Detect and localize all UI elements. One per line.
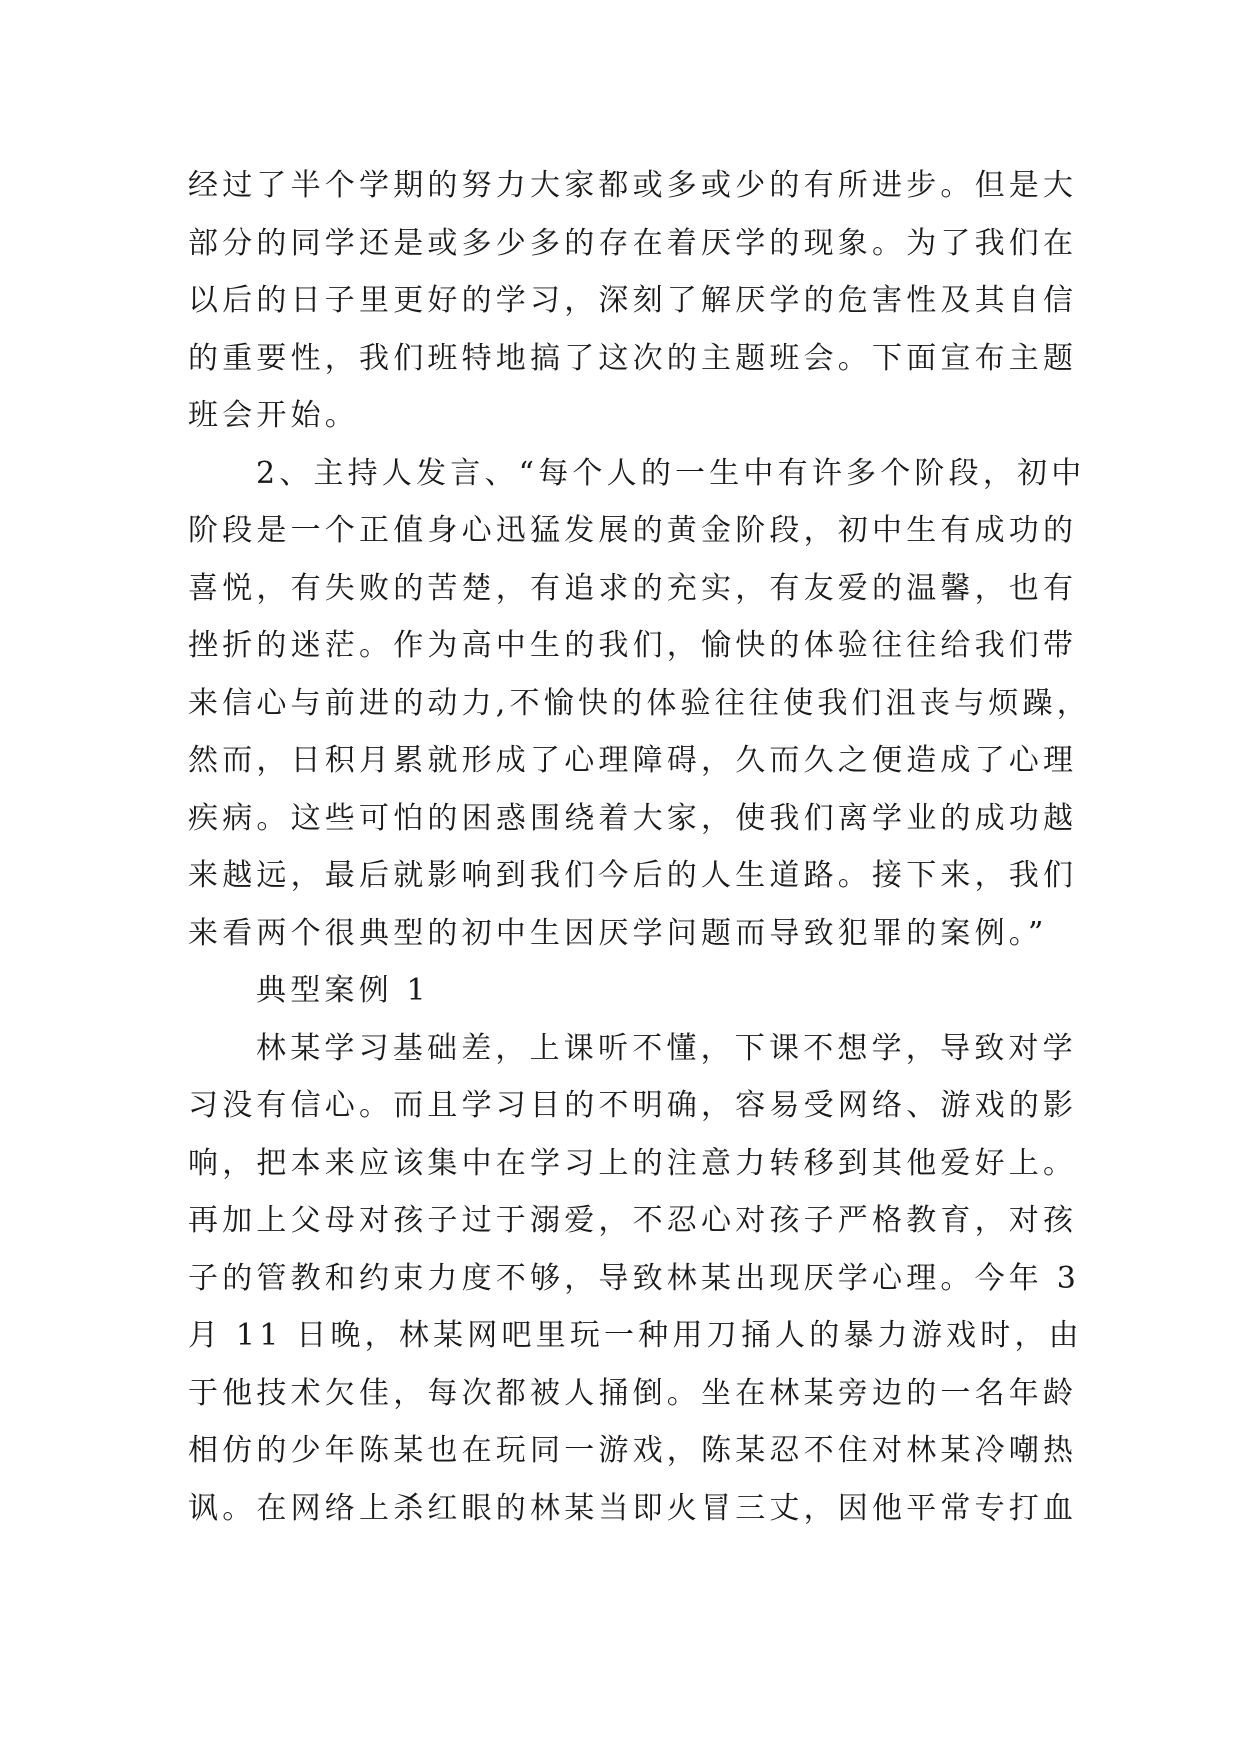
text-line: 部分的同学还是或多少多的存在着厌学的现象。为了我们在 [188, 225, 1078, 261]
text-line: 来信心与前进的动力,不愉快的体验往往使我们沮丧与烦躁， [188, 685, 1091, 721]
text-line: 子的管教和约束力度不够，导致林某出现厌学心理。今年 3 [188, 1260, 1081, 1296]
text-line: 来越远，最后就影响到我们今后的人生道路。接下来，我们 [188, 858, 1078, 893]
text-line: 响，把本来应该集中在学习上的注意力转移到其他爱好上。 [188, 1145, 1078, 1181]
text-line: 挫折的迷茫。作为高中生的我们，愉快的体验往往给我们带 [188, 628, 1078, 663]
text-line: 讽。在网络上杀红眼的林某当即火冒三丈，因他平常专打血 [188, 1490, 1078, 1526]
section-heading: 典型案例 1 [256, 973, 430, 1008]
text-line: 2、主持人发言、“每个人的一生中有许多个阶段，初中 [256, 455, 1086, 491]
text-line: 经过了半个学期的努力大家都或多或少的有所进步。但是大 [188, 168, 1078, 203]
text-line: 班会开始。 [188, 398, 359, 433]
document-body [188, 157, 1091, 1537]
text-line: 于他技术欠佳，每次都被人捅倒。坐在林某旁边的一名年龄 [188, 1375, 1078, 1411]
text-line: 来看两个很典型的初中生因厌学问题而导致犯罪的案例。” [188, 915, 1048, 951]
text-line: 林某学习基础差，上课听不懂，下课不想学，导致对学 [256, 1030, 1077, 1066]
text-line: 阶段是一个正值身心迅猛发展的黄金阶段，初中生有成功的 [188, 513, 1078, 548]
text-line: 然而，日积月累就形成了心理障碍，久而久之便造成了心理 [188, 743, 1078, 778]
text-line: 疾病。这些可怕的困惑围绕着大家，使我们离学业的成功越 [188, 800, 1078, 836]
text-line: 再加上父母对孩子过于溺爱，不忍心对孩子严格教育，对孩 [188, 1203, 1078, 1238]
text-line: 相仿的少年陈某也在玩同一游戏，陈某忍不住对林某冷嘲热 [188, 1433, 1078, 1468]
text-line: 以后的日子里更好的学习，深刻了解厌学的危害性及其自信 [188, 283, 1078, 318]
text-line: 月 11 日晚，林某网吧里玩一种用刀捅人的暴力游戏时，由 [188, 1318, 1083, 1353]
text-line: 习没有信心。而且学习目的不明确，容易受网络、游戏的影 [188, 1088, 1078, 1123]
text-line: 喜悦，有失败的苦楚，有追求的充实，有友爱的温馨，也有 [188, 570, 1078, 606]
text-line: 的重要性，我们班特地搞了这次的主题班会。下面宣布主题 [188, 340, 1078, 376]
